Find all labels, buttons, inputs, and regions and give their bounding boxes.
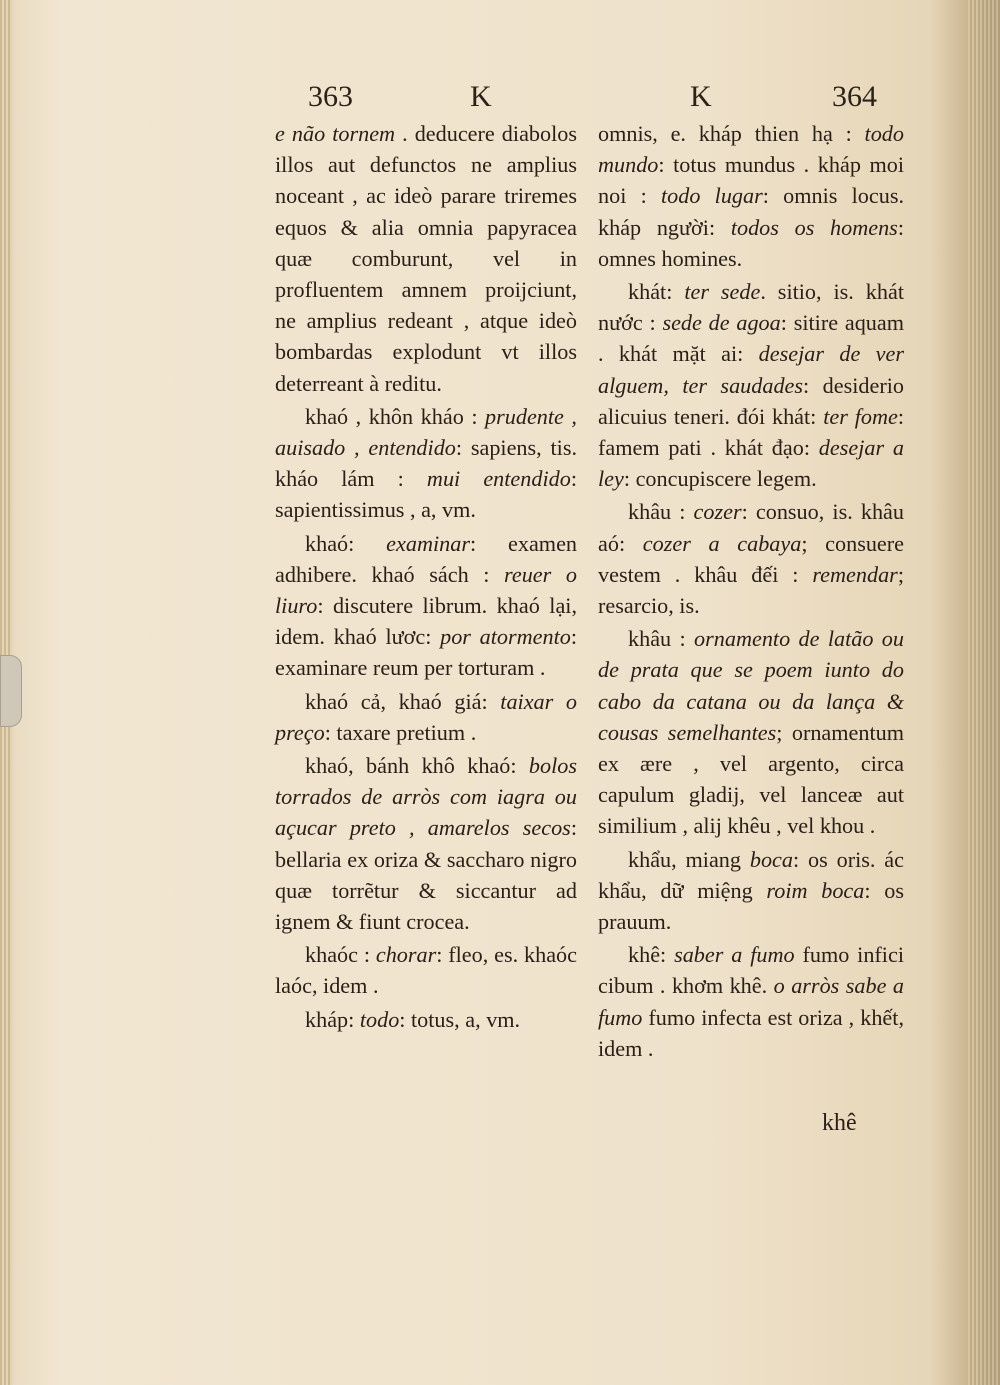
entry-text: : os prauum. [598, 877, 904, 935]
entry-text: : consuo, is. khâu aó: [598, 499, 904, 556]
entry-text: khaó, bánh khô khaó: [305, 753, 529, 779]
portuguese-gloss: bolos torrados de arròs com iagra ou açucar preto , amarelos secos [275, 753, 577, 841]
entry-text: : examen adhibere. khaó sách : [275, 530, 578, 587]
portuguese-gloss: saber a fumo [674, 942, 795, 968]
portuguese-gloss: prudente , auisado , entendido [275, 403, 577, 461]
entry-text: . deducere diabolos illos aut defunctos ne amplius noceant , ac ideò parare triremes equos & alia omnia papyracea quæ comburunt, vel in profluentem amnem proijciunt, ne amplius redeant , atque ideò bombardas explodunt vt illos deterreant à reditu. [275, 121, 577, 396]
entry-text: : sitire aquam . khát mặt ai: [598, 310, 904, 367]
portuguese-gloss: cozer a cabaya [642, 530, 802, 556]
entry-text: khê: [628, 942, 675, 968]
portuguese-gloss: todo [359, 1006, 400, 1032]
left-column [275, 118, 577, 1037]
portuguese-gloss: ornamento de latão ou de prata que se poem iunto do cabo da catana ou da lança & cousas semelhantes [598, 626, 904, 745]
portuguese-gloss: roim boca [766, 877, 865, 903]
entry-text: khaó: [305, 530, 387, 556]
entry-text: : taxare pretium . [324, 719, 477, 745]
entry-text: : examinare reum per torturam . [275, 624, 577, 681]
entry-text: khaó , khôn kháo : [305, 403, 486, 429]
dictionary-entry [275, 939, 577, 1001]
entry-text: ; ornamentum ex ære , vel argento, circa capulum gladij, vel lanceæ aut similium , alij khêu , vel khou . [598, 719, 904, 839]
entry-text: : discutere librum. khaó lại, idem. khaó lươc: [275, 593, 577, 650]
portuguese-gloss: desejar de ver alguem, ter saudades [598, 341, 904, 398]
entry-text: : concupiscere legem. [623, 466, 817, 492]
entry-text: fumo infecta est oriza , khết, idem . [598, 1004, 904, 1061]
entry-text: : totus mundus . kháp moi noi : [598, 152, 904, 209]
dictionary-entry [598, 276, 904, 494]
section-letter-right: K [690, 80, 712, 113]
catchword: khê [822, 1110, 857, 1136]
entry-text: ; consuere vestem . khâu đếi : [598, 530, 905, 587]
entry-text: : bellaria ex oriza & saccharo nigro quæ torrẽtur & siccantur ad ignem & fiunt crocea. [275, 815, 577, 935]
entry-text: : famem pati . khát đạo: [598, 403, 905, 461]
portuguese-gloss: sede de agoa [662, 310, 781, 336]
entry-text: : os oris. ác khẩu, dữ miệng [598, 846, 904, 903]
portuguese-gloss: taixar o preço [275, 688, 577, 745]
portuguese-gloss: por atormento [440, 624, 571, 650]
entry-text: : sapiens, tis. kháo lám : [275, 435, 577, 492]
dictionary-entry [598, 939, 904, 1064]
portuguese-gloss: ter sede [684, 279, 761, 305]
entry-text: : fleo, es. khaóc laóc, idem . [275, 942, 577, 999]
page-number-right: 364 [832, 80, 877, 113]
entry-text: khâu : [628, 626, 695, 652]
dictionary-entry [275, 686, 577, 748]
portuguese-gloss: desejar a ley [598, 435, 904, 492]
dictionary-entry [275, 118, 577, 399]
portuguese-gloss: todo mundo [598, 121, 904, 178]
page-number-left: 363 [308, 80, 353, 113]
portuguese-gloss: chorar [375, 942, 437, 968]
portuguese-gloss: mui entendido [426, 466, 571, 492]
entry-text: khẩu, miang [628, 846, 750, 872]
entry-text: khát: [628, 279, 685, 305]
portuguese-gloss: boca [749, 846, 793, 872]
portuguese-gloss: cozer [693, 499, 742, 525]
right-column [598, 118, 904, 1066]
dictionary-entry [598, 623, 904, 841]
entry-text: khaó cả, khaó giá: [305, 688, 501, 714]
portuguese-gloss: remendar [812, 561, 898, 587]
section-letter-left: K [470, 80, 492, 113]
entry-text: omnis, e. kháp thien hạ : [598, 121, 865, 146]
running-header [270, 80, 880, 116]
dictionary-entry [598, 118, 904, 274]
dictionary-entry [275, 1004, 577, 1035]
portuguese-gloss: todo lugar [660, 183, 763, 209]
page-stack-edge [968, 0, 1000, 1385]
entry-text: ; resarcio, is. [598, 561, 904, 619]
entry-text: : sapientissimus , a, vm. [275, 466, 577, 523]
dictionary-entry [275, 528, 577, 684]
entry-text: : totus, a, vm. [399, 1006, 521, 1032]
entry-text: fumo infici cibum . khơm khê. [598, 942, 904, 999]
portuguese-gloss: e não tornem [275, 121, 396, 146]
portuguese-gloss: reuer o liuro [275, 561, 577, 619]
dictionary-entry [275, 401, 577, 526]
portuguese-gloss: o arròs sabe a fumo [598, 973, 904, 1030]
entry-text: kháp: [305, 1006, 360, 1032]
binding-clip [0, 655, 22, 727]
dictionary-entry [598, 844, 904, 938]
dictionary-entry [598, 496, 904, 621]
portuguese-gloss: todos os homens [730, 214, 898, 240]
dictionary-entry [275, 750, 577, 937]
entry-text: . sitio, is. khát nước : [598, 279, 904, 336]
entry-text: : omnes homines. [598, 214, 904, 271]
portuguese-gloss: ter fome [823, 403, 898, 429]
entry-text: khaóc : [305, 942, 376, 968]
entry-text: : omnis locus. kháp người: [598, 183, 904, 240]
entry-text: : desiderio alicuius teneri. đói khát: [598, 372, 904, 429]
portuguese-gloss: examinar [386, 530, 470, 556]
entry-text: khâu : [628, 499, 694, 525]
